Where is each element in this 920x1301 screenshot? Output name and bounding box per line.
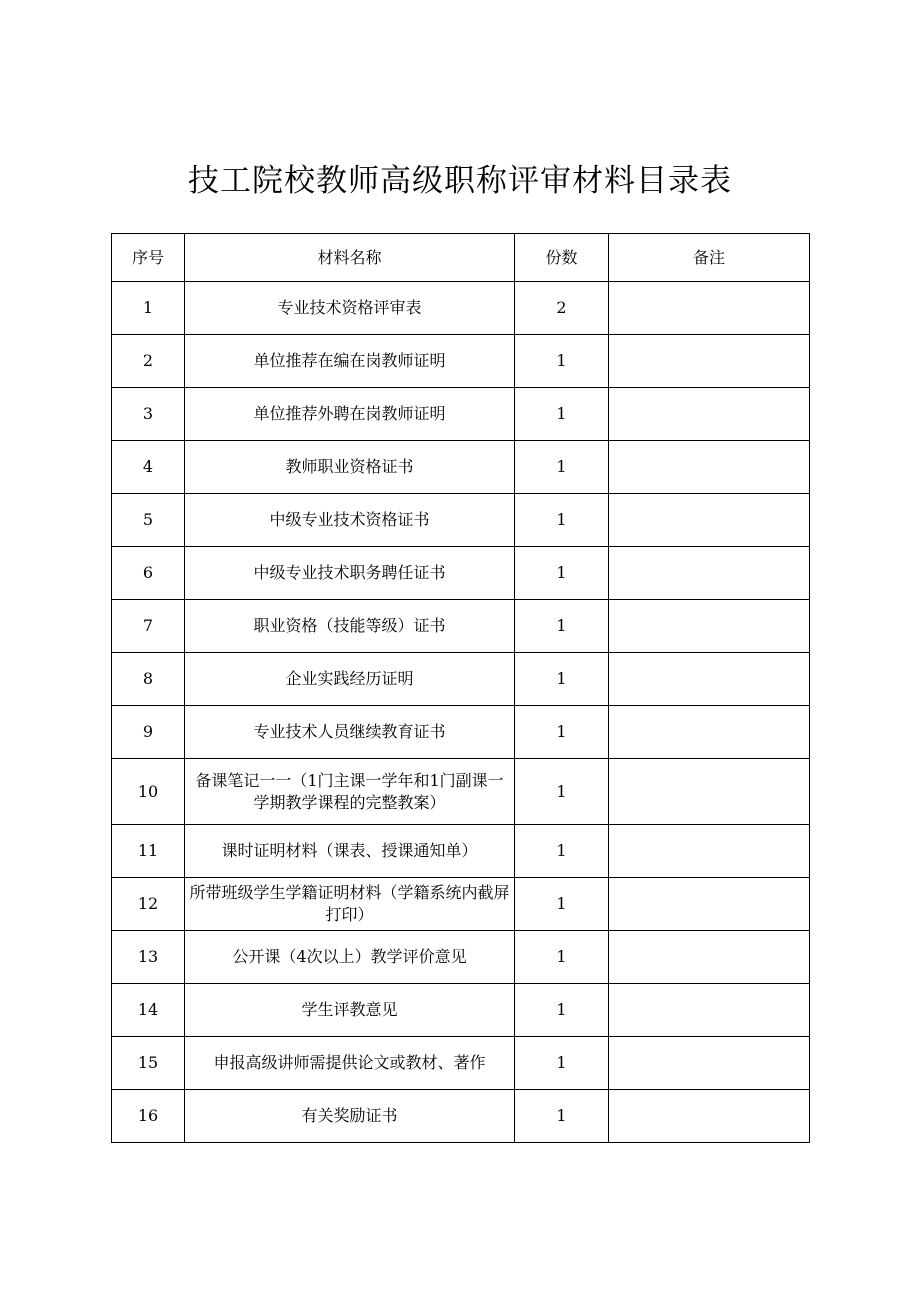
row-note: [609, 335, 810, 388]
row-no: 1: [112, 282, 185, 335]
row-note: [609, 388, 810, 441]
row-note: [609, 547, 810, 600]
header-note: 备注: [609, 234, 810, 282]
table-row: [112, 441, 810, 494]
row-note: [609, 600, 810, 653]
page-title: 技工院校教师高级职称评审材料目录表: [188, 163, 732, 199]
table-row: [112, 388, 810, 441]
row-name: 专业技术人员继续教育证书: [185, 706, 515, 759]
row-no: 8: [112, 653, 185, 706]
row-note: [609, 878, 810, 931]
row-note: [609, 1090, 810, 1143]
row-name: 申报高级讲师需提供论文或教材、著作: [185, 1037, 515, 1090]
row-note: [609, 706, 810, 759]
table-row: [112, 825, 810, 878]
row-no: 11: [112, 825, 185, 878]
table-row: [112, 600, 810, 653]
row-no: 14: [112, 984, 185, 1037]
row-note: [609, 282, 810, 335]
row-name: 专业技术资格评审表: [185, 282, 515, 335]
row-note: [609, 825, 810, 878]
row-count: 1: [515, 825, 609, 878]
row-name: 教师职业资格证书: [185, 441, 515, 494]
table-row: [112, 984, 810, 1037]
row-note: [609, 494, 810, 547]
row-name: 职业资格（技能等级）证书: [185, 600, 515, 653]
table-row: [112, 547, 810, 600]
row-no: 3: [112, 388, 185, 441]
row-name: 所带班级学生学籍证明材料（学籍系统内截屏打印）: [185, 878, 515, 931]
header-row: [112, 234, 810, 282]
row-count: 1: [515, 494, 609, 547]
row-note: [609, 759, 810, 825]
row-no: 6: [112, 547, 185, 600]
row-no: 15: [112, 1037, 185, 1090]
row-no: 5: [112, 494, 185, 547]
row-count: 1: [515, 931, 609, 984]
row-no: 7: [112, 600, 185, 653]
row-name: 公开课（4次以上）教学评价意见: [185, 931, 515, 984]
row-note: [609, 441, 810, 494]
row-count: 1: [515, 600, 609, 653]
row-count: 1: [515, 706, 609, 759]
row-no: 16: [112, 1090, 185, 1143]
table-row: [112, 282, 810, 335]
row-count: 1: [515, 547, 609, 600]
row-name: 课时证明材料（课表、授课通知单）: [185, 825, 515, 878]
row-no: 12: [112, 878, 185, 931]
row-no: 10: [112, 759, 185, 825]
row-count: 1: [515, 388, 609, 441]
table-row: [112, 335, 810, 388]
row-count: 1: [515, 653, 609, 706]
header-count: 份数: [515, 234, 609, 282]
row-name: 单位推荐在编在岗教师证明: [185, 335, 515, 388]
row-name: 中级专业技术资格证书: [185, 494, 515, 547]
row-count: 1: [515, 878, 609, 931]
row-count: 1: [515, 1037, 609, 1090]
row-count: 2: [515, 282, 609, 335]
table-row: [112, 653, 810, 706]
table-row: [112, 494, 810, 547]
table-row: [112, 759, 810, 825]
row-name: 备课笔记一一（1门主课一学年和1门副课一学期教学课程的完整教案）: [185, 759, 515, 825]
materials-table: [111, 233, 810, 1143]
row-name: 有关奖励证书: [185, 1090, 515, 1143]
header-no: 序号: [112, 234, 185, 282]
row-count: 1: [515, 984, 609, 1037]
row-name: 学生评教意见: [185, 984, 515, 1037]
row-no: 13: [112, 931, 185, 984]
row-no: 9: [112, 706, 185, 759]
row-note: [609, 984, 810, 1037]
row-name: 企业实践经历证明: [185, 653, 515, 706]
row-count: 1: [515, 441, 609, 494]
row-count: 1: [515, 1090, 609, 1143]
row-note: [609, 931, 810, 984]
table-row: [112, 1037, 810, 1090]
row-count: 1: [515, 335, 609, 388]
row-count: 1: [515, 759, 609, 825]
table-row: [112, 878, 810, 931]
row-no: 4: [112, 441, 185, 494]
row-name: 中级专业技术职务聘任证书: [185, 547, 515, 600]
table-row: [112, 1090, 810, 1143]
header-name: 材料名称: [185, 234, 515, 282]
row-note: [609, 1037, 810, 1090]
row-name: 单位推荐外聘在岗教师证明: [185, 388, 515, 441]
table-row: [112, 931, 810, 984]
table-row: [112, 706, 810, 759]
row-no: 2: [112, 335, 185, 388]
row-note: [609, 653, 810, 706]
